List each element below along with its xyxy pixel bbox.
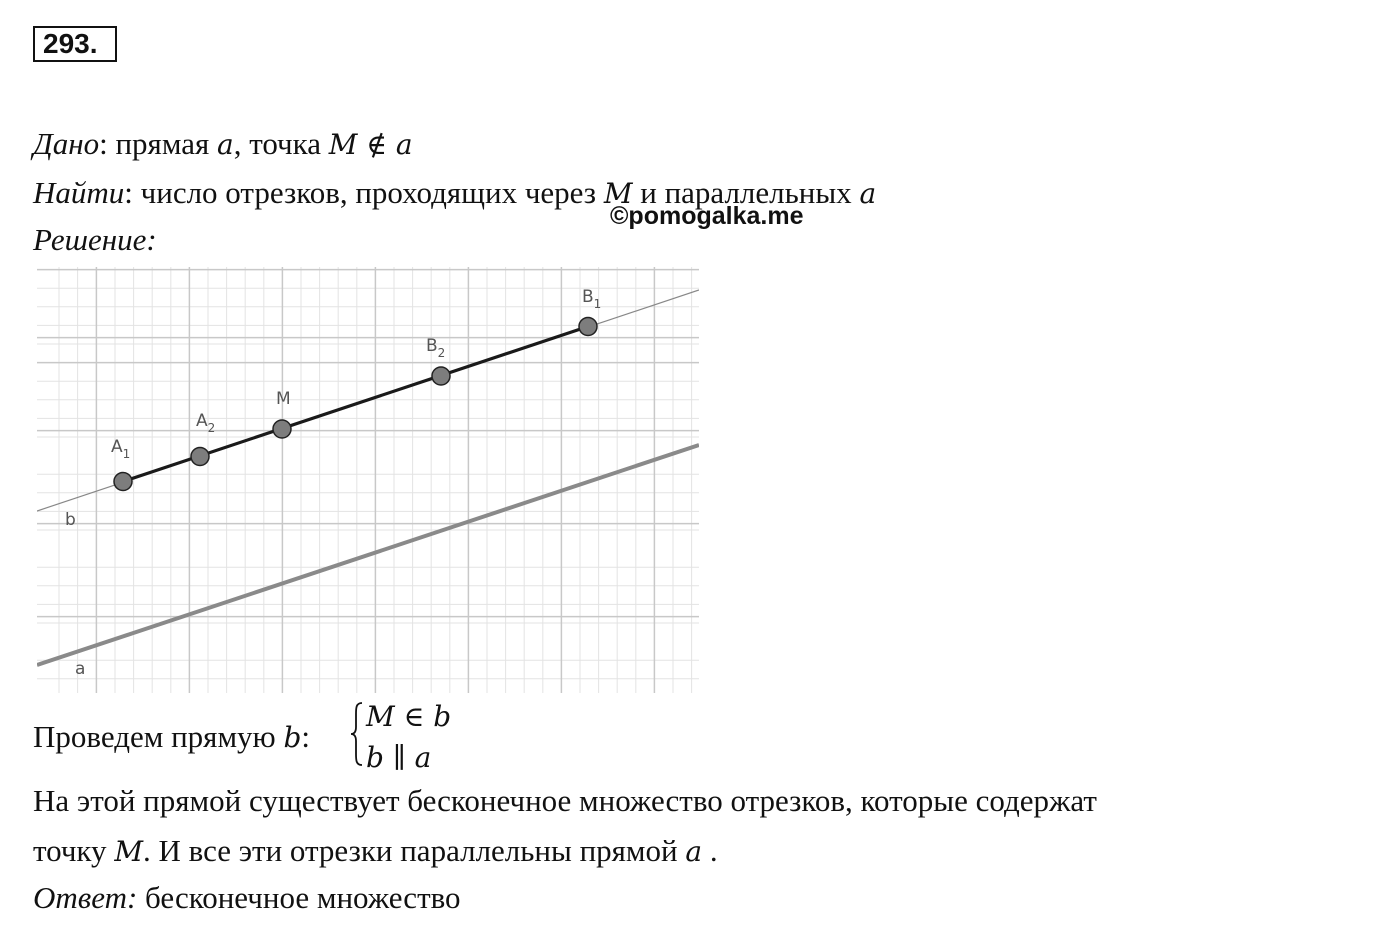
paragraph-line-1: На этой прямой существует бесконечное множество отрезков, которые содержат <box>33 783 1097 818</box>
label-b1: $B_1$ <box>582 287 602 311</box>
label-a: a <box>75 659 86 679</box>
answer-line <box>33 880 461 916</box>
construct-b: b <box>283 721 302 754</box>
given-line-a: a <box>217 128 234 161</box>
point-a1 <box>114 473 132 491</box>
find-text: : число отрезков, проходящих через <box>124 175 604 210</box>
para-text-c: . <box>702 833 718 868</box>
find-label: Найти <box>33 175 125 210</box>
problem-number: 293. <box>33 26 117 62</box>
system-brace <box>348 700 366 768</box>
para-point-m: M <box>114 835 143 868</box>
construct-text: Проведем прямую <box>33 719 284 754</box>
label-a2: $A_2$ <box>196 411 216 435</box>
point-m <box>273 420 291 438</box>
point-b2 <box>432 367 450 385</box>
given-text: : прямая <box>99 126 217 161</box>
label-b2: $B_2$ <box>426 336 446 360</box>
given-line <box>33 126 413 163</box>
given-condition: M ∉ a <box>328 128 413 161</box>
paragraph-line-2 <box>33 833 718 870</box>
label-m: M <box>276 389 291 409</box>
construct-colon: : <box>301 719 311 754</box>
label-a1: $A_1$ <box>111 437 131 461</box>
system-line-1: M ∈ b <box>366 700 452 733</box>
given-label: Дано <box>33 126 100 161</box>
geometry-figure <box>37 267 699 693</box>
answer-text: бесконечное множество <box>137 880 461 915</box>
answer-label: Ответ: <box>33 880 138 915</box>
label-b: b <box>65 510 76 530</box>
construct-line <box>33 719 310 756</box>
system-line-2: b ∥ a <box>366 741 432 774</box>
watermark: ©pomogalka.me <box>610 202 804 230</box>
solution-label: Решение: <box>33 222 157 257</box>
para-line-a: a <box>685 835 703 868</box>
para-text-b: . И все эти отрезки параллельны прямой <box>142 833 686 868</box>
para-text-a: точку <box>33 833 115 868</box>
find-point-m: M <box>603 177 633 210</box>
point-b1 <box>579 318 597 336</box>
given-text-mid: , точка <box>233 126 329 161</box>
find-line-a: a <box>859 177 877 210</box>
point-a2 <box>191 448 209 466</box>
find-text2: и параллельных <box>632 175 860 210</box>
